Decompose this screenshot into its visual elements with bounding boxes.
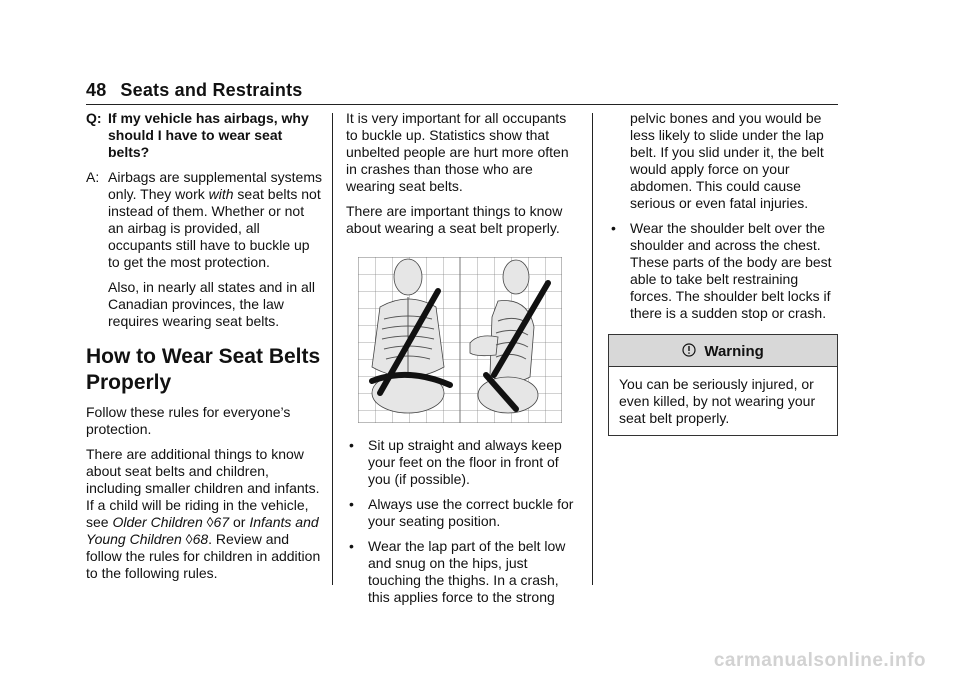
bullet-text: Always use the correct buckle for your seating position. bbox=[368, 496, 574, 529]
column-middle bbox=[346, 110, 578, 614]
bullet-marker: • bbox=[349, 496, 354, 512]
bullet-marker: • bbox=[349, 437, 354, 453]
section-heading: How to Wear Seat Belts Properly bbox=[86, 345, 321, 394]
warning-text: You can be seriously injured, or even killed, by not wearing your seat belt properly. bbox=[619, 376, 816, 426]
bullet-marker: • bbox=[349, 538, 354, 554]
ref-icon: ◊ bbox=[185, 531, 193, 547]
column-left bbox=[86, 110, 322, 590]
column-right bbox=[608, 110, 838, 436]
page-number: 48 bbox=[86, 80, 107, 100]
answer bbox=[86, 169, 322, 271]
warning-title: Warning bbox=[704, 343, 764, 360]
header-rule bbox=[86, 104, 838, 105]
answer-label: A: bbox=[86, 169, 100, 185]
column-divider bbox=[592, 113, 593, 585]
continued-paragraph: pelvic bones and you would be less likely to slide under the lap belt. If you slid under it, the belt would apply force on your abdomen. This could cause serious or even fatal injuries. bbox=[630, 110, 824, 211]
bullet-item bbox=[608, 220, 838, 322]
section-title: Seats and Restraints bbox=[120, 80, 303, 100]
seat-belt-illustration bbox=[358, 257, 562, 423]
children-paragraph bbox=[86, 446, 322, 582]
watermark: carmanualsonline.info bbox=[713, 650, 926, 671]
children-text-1: There are additional things to know about seat belts and children, including smaller children and infants. If a child will be riding in the vehicle, see bbox=[86, 446, 320, 530]
warning-icon bbox=[682, 343, 700, 360]
bullet-item bbox=[346, 496, 578, 530]
intro-paragraph: Follow these rules for everyone’s protection. bbox=[86, 404, 291, 437]
infants-link[interactable]: Infants and Young Children bbox=[86, 514, 319, 547]
answer-text-2: seat belts not instead of them. Whether or not an airbag is provided, all occupants still have to buckle up to get the most protection. bbox=[108, 186, 321, 270]
answer-paragraph-2: Also, in nearly all states and in all Canadian provinces, the law requires wearing seat belts. bbox=[108, 279, 315, 329]
warning-box bbox=[608, 334, 838, 436]
skeleton-belt-figure bbox=[358, 257, 562, 423]
bullet-item bbox=[346, 437, 578, 488]
bullet-text: Wear the shoulder belt over the shoulder and across the chest. These parts of the body are best able to take belt restraining forces. The shoulder belt locks if there is a sudden stop or crash. bbox=[630, 220, 832, 321]
older-children-page-ref[interactable]: 67 bbox=[213, 514, 230, 530]
column-divider bbox=[332, 113, 333, 585]
bullet-text: Wear the lap part of the belt low and snug on the hips, just touching the thighs. In a crash, this applies force to the strong bbox=[368, 538, 566, 605]
question bbox=[86, 110, 322, 161]
answer-emphasis: with bbox=[208, 186, 234, 202]
infants-page-ref[interactable]: 68 bbox=[192, 531, 209, 547]
or-text: or bbox=[229, 514, 250, 530]
bullet-marker: • bbox=[611, 220, 616, 236]
ref-icon: ◊ bbox=[206, 514, 214, 530]
question-text: If my vehicle has airbags, why should I have to wear seat belts? bbox=[108, 110, 309, 160]
bullet-text: Sit up straight and always keep your feet on the floor in front of you (if possible). bbox=[368, 437, 562, 487]
importance-paragraph: It is very important for all occupants to buckle up. Statistics show that unbelted people are hurt more often in crashes than those who are wearing seat belts. bbox=[346, 110, 569, 194]
question-label: Q: bbox=[86, 110, 102, 126]
things-to-know-paragraph: There are important things to know about wearing a seat belt properly. bbox=[346, 203, 563, 236]
page-header bbox=[86, 80, 303, 101]
answer-text-1: Airbags are supplemental systems only. They work bbox=[108, 169, 322, 202]
children-text-2: . Review and follow the rules for children in addition to the following rules. bbox=[86, 531, 321, 581]
older-children-link[interactable]: Older Children bbox=[112, 514, 203, 530]
bullet-item bbox=[346, 538, 578, 606]
warning-header bbox=[609, 335, 837, 367]
